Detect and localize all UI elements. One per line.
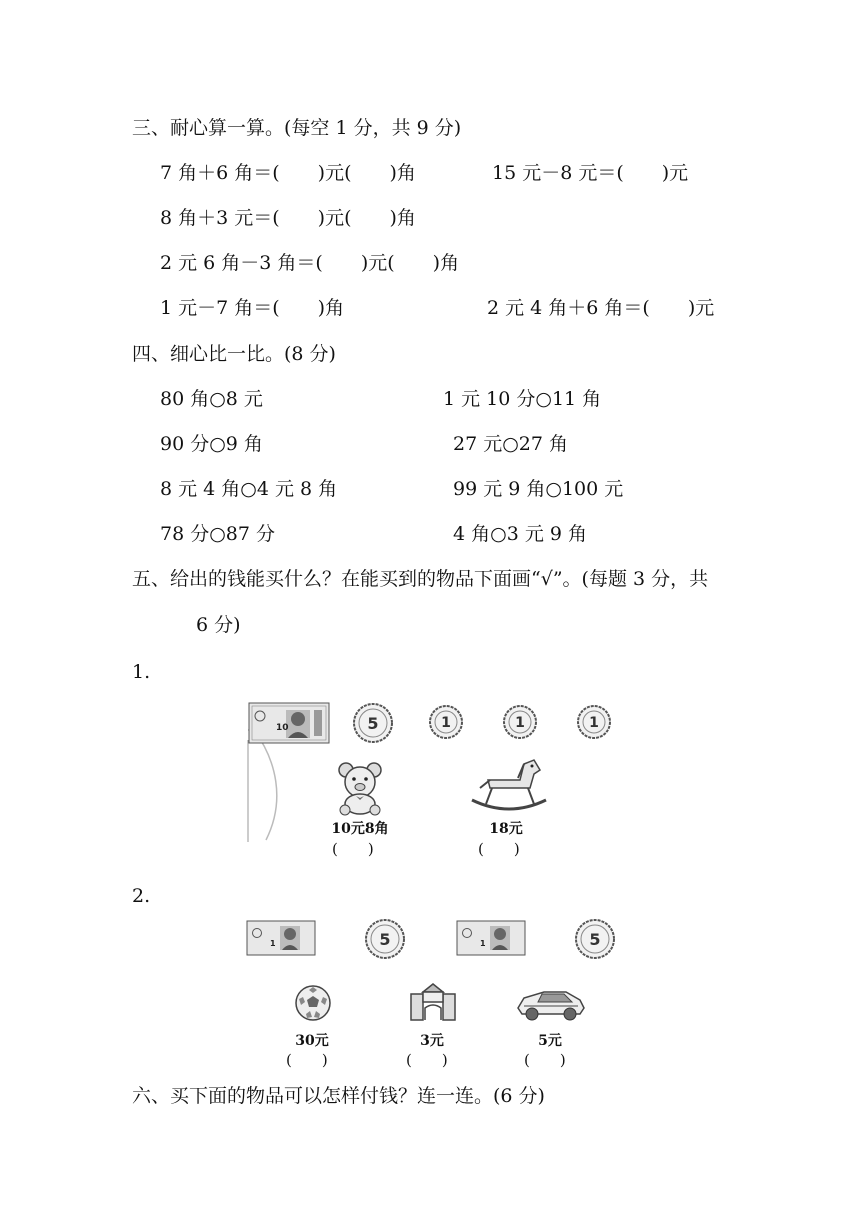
price-label: 30元	[295, 1033, 329, 1049]
coin-value: 1	[515, 715, 525, 731]
coin-value: 5	[379, 930, 391, 949]
problem-1-number: 1.	[132, 661, 151, 683]
section3-heading: 三、耐心算一算。(每空 1 分，共 9 分)	[132, 117, 462, 139]
section5-heading: 五、给出的钱能买什么？在能买到的物品下面画“√”。(每题 3 分，共	[132, 568, 709, 590]
toy-car-icon	[514, 984, 586, 1027]
price-label: 5元	[538, 1033, 562, 1049]
compare-item: 80 角○8 元	[160, 388, 263, 410]
coin-icon	[364, 918, 406, 965]
problem-2-number: 2.	[132, 885, 151, 907]
section4-heading: 四、细心比一比。(8 分)	[132, 343, 336, 365]
section5-heading-cont: 6 分)	[196, 614, 241, 636]
price-label: 3元	[420, 1033, 444, 1049]
coin-icon	[574, 918, 616, 965]
compare-item: 4 角○3 元 9 角	[453, 523, 588, 545]
banknote-icon	[456, 920, 526, 961]
question-3-5: 1 元－7 角＝( )角	[160, 297, 345, 319]
question-3-3: 8 角＋3 元＝( )元( )角	[160, 207, 416, 229]
question-3-4: 2 元 6 角－3 角＝( )元( )角	[160, 252, 460, 274]
compare-item: 1 元 10 分○11 角	[443, 388, 602, 410]
section6-heading: 六、买下面的物品可以怎样付钱？连一连。(6 分)	[132, 1085, 545, 1107]
question-3-6: 2 元 4 角＋6 角＝( )元	[487, 297, 715, 319]
banknote-icon	[246, 920, 316, 961]
banknote-value: 1	[270, 939, 276, 948]
compare-item: 99 元 9 角○100 元	[453, 478, 624, 500]
answer-blank[interactable]: ( )	[406, 1051, 448, 1069]
question-3-2: 15 元－8 元＝( )元	[492, 162, 689, 184]
soccer-ball-icon	[294, 984, 332, 1027]
answer-blank[interactable]: ( )	[332, 840, 374, 858]
question-3-1: 7 角＋6 角＝( )元( )角	[160, 162, 416, 184]
compare-item: 27 元○27 角	[453, 433, 569, 455]
price-label: 10元8角	[331, 821, 389, 837]
answer-blank[interactable]: ( )	[478, 840, 520, 858]
banknote-value: 10	[276, 723, 289, 733]
compare-item: 78 分○87 分	[160, 523, 276, 545]
banknote-value: 1	[480, 939, 486, 948]
answer-blank[interactable]: ( )	[524, 1051, 566, 1069]
price-label: 18元	[489, 821, 523, 837]
banknote-icon	[248, 702, 330, 749]
coin-icon	[502, 704, 538, 745]
coin-value: 5	[367, 714, 379, 733]
building-blocks-icon	[408, 982, 458, 1027]
coin-value: 1	[589, 715, 599, 731]
teddy-bear-icon	[332, 760, 388, 821]
coin-value: 5	[589, 930, 601, 949]
rocking-horse-icon	[470, 758, 548, 819]
coin-icon	[576, 704, 612, 745]
answer-blank[interactable]: ( )	[286, 1051, 328, 1069]
coin-value: 1	[441, 715, 451, 731]
compare-item: 90 分○9 角	[160, 433, 263, 455]
coin-icon	[352, 702, 394, 749]
coin-icon	[428, 704, 464, 745]
compare-item: 8 元 4 角○4 元 8 角	[160, 478, 338, 500]
